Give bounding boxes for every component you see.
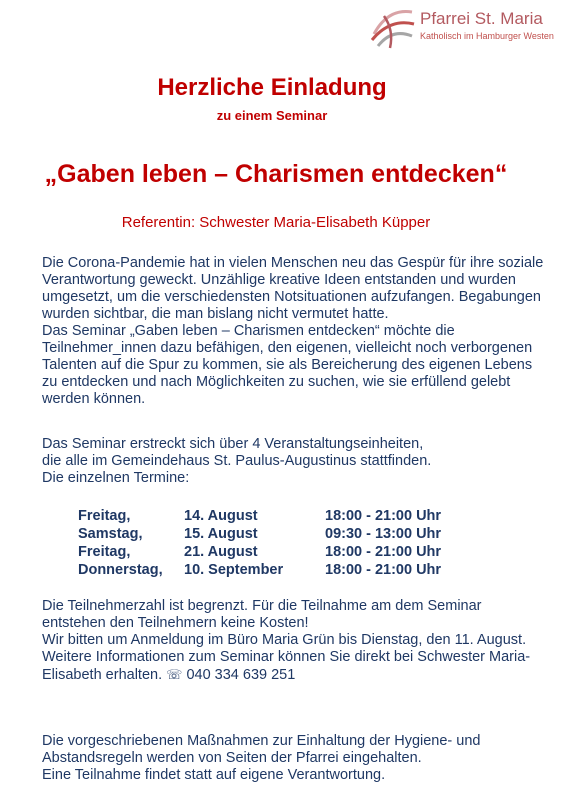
text-line: Die Teilnehmerzahl ist begrenzt. Für die Teilnahme am dem Seminar [42,598,482,614]
registration-paragraph [42,598,562,684]
text-line: Talenten auf die Spur zu kommen, sie als Bereicherung des eigenen Lebens [42,357,533,373]
schedule-date: 10. September [184,562,284,578]
text-line: Abstandsregeln werden von Seiten der Pfarrei eingehalten. [42,750,422,766]
schedule-day: Freitag, [78,508,131,524]
phone-number: 040 334 639 251 [186,667,296,683]
text-line: Das Seminar „Gaben leben – Charismen entdecken“ möchte die [42,323,455,339]
text-line: Verantwortung geweckt. Unzählige kreative Ideen entstanden und wurden [42,272,516,288]
schedule-day: Freitag, [78,544,131,560]
schedule-date: 21. August [184,544,258,560]
text-line: Weitere Informationen zum Seminar können Sie direkt bei Schwester Maria- [42,649,531,665]
intro-paragraph [42,255,562,408]
schedule-date: 15. August [184,526,258,542]
text-line: die alle im Gemeindehaus St. Paulus-Augustinus stattfinden. [42,453,432,469]
text-line: Wir bitten um Anmeldung im Büro Maria Grün bis Dienstag, den 11. August. [42,632,527,648]
hygiene-paragraph [42,733,562,784]
schedule-day: Donnerstag, [78,562,163,578]
parish-logo-icon [368,4,418,50]
contact-prefix: Elisabeth erhalten. [42,667,163,683]
schedule-time: 09:30 - 13:00 Uhr [325,526,442,542]
schedule-time: 18:00 - 21:00 Uhr [325,544,442,560]
text-line: Die einzelnen Termine: [42,470,190,486]
text-line: Die Corona-Pandemie hat in vielen Menschen neu das Gespür für ihre soziale [42,255,544,271]
schedule-time: 18:00 - 21:00 Uhr [325,562,442,578]
text-line: wurden sichtbar, die man bislang nicht vermutet hatte. [42,306,389,322]
invitation-subtitle: zu einem Seminar [216,108,328,123]
text-line: Die vorgeschriebenen Maßnahmen zur Einhaltung der Hygiene- und [42,733,481,749]
text-line: Das Seminar erstreckt sich über 4 Veranstaltungseinheiten, [42,436,424,452]
speaker-line: Referentin: Schwester Maria-Elisabeth Küpper [121,214,431,231]
schedule-date: 14. August [184,508,258,524]
parish-logo [368,4,564,50]
text-line: umgesetzt, um die verschiedensten Notsituationen aufzufangen. Begabungen [42,289,541,305]
invitation-title: Herzliche Einladung [157,74,387,101]
logo-title: Pfarrei St. Maria [420,9,543,28]
text-line: entstehen den Teilnehmern keine Kosten! [42,615,309,631]
contact-line [42,666,562,684]
schedule-intro [42,436,562,487]
schedule-time: 18:00 - 21:00 Uhr [325,508,442,524]
logo-subtitle: Katholisch im Hamburger Westen [420,31,554,41]
text-line: Teilnehmer_innen dazu befähigen, den eigenen, vielleicht noch verborgenen [42,340,533,356]
text-line: Eine Teilnahme findet statt auf eigene Verantwortung. [42,767,386,783]
seminar-title: „Gaben leben – Charismen entdecken“ [44,160,508,188]
text-line: werden können. [42,391,146,407]
schedule-day: Samstag, [78,526,143,542]
telephone-icon: ☏ [166,667,183,682]
text-line: zu entdecken und nach Möglichkeiten zu suchen, wie sie erfüllend gelebt [42,374,511,390]
